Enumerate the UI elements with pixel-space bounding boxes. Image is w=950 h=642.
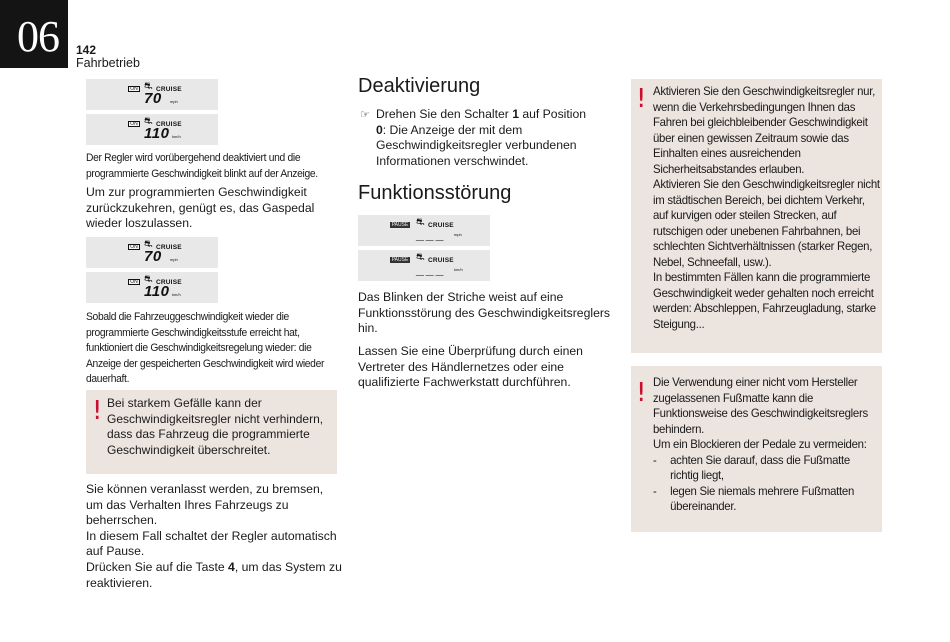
speed-unit: mph: [170, 99, 178, 104]
caption-regulation-resumed: Sobald die Fahrzeuggeschwindigkeit wieder die programmierte Geschwindigkeitsstufe erreicht hat, funktioniert die Geschwindigkeitsregelung wieder: die Anzeige der gespeicherten Geschwindigkeit wird wieder dauerhaft.: [86, 311, 325, 385]
cruise-label: CRUISE: [156, 244, 182, 251]
speed-unit: km/h: [172, 134, 181, 139]
warning-exclamation-icon: !: [636, 84, 647, 114]
car-speed-icon: ⛐: [144, 116, 153, 127]
cruise-display-fault-2: [358, 250, 490, 281]
chapter-number: 06: [17, 12, 59, 61]
on-indicator: ON: [128, 279, 140, 285]
cruise-label: CRUISE: [428, 257, 454, 264]
speed-value: 70: [144, 248, 162, 265]
cruise-display-2: [86, 114, 218, 145]
text-segment: , um das System zu reaktivieren.: [86, 559, 342, 590]
position-number: 0: [376, 122, 383, 137]
switch-number: 1: [512, 107, 519, 121]
list-item: [653, 484, 881, 515]
cruise-label: CRUISE: [156, 86, 182, 93]
speed-value: 110: [144, 125, 170, 142]
dash-bullet: -: [653, 452, 657, 467]
speed-value: 110: [144, 283, 170, 300]
blinking-dashes: ___: [416, 261, 446, 277]
cruise-display-fault-1: [358, 215, 490, 246]
car-speed-icon: ⛐: [144, 239, 153, 250]
warning-text-floor-mat: [653, 375, 881, 515]
cruise-display-3: [86, 237, 218, 268]
warning-text-downhill: Bei starkem Gefälle kann der Geschwindigkeitsregler nicht verhindern, dass das Fahrzeug die programmierte Geschwindigkeit überschreitet.: [107, 396, 324, 457]
speed-value: 70: [144, 90, 162, 107]
chapter-block: [0, 0, 68, 68]
paragraph-blinking-dashes: Das Blinken der Striche weist auf eine Funktionsstörung des Geschwindigkeitsreglers hin.: [358, 290, 610, 336]
paragraph-workshop: Lassen Sie eine Überprüfung durch einen Vertreter des Händlernetzes oder eine qualifizierte Fachwerkstatt durchführen.: [358, 344, 583, 390]
on-indicator: ON: [128, 121, 140, 127]
list-item-text: achten Sie darauf, dass die Fußmatte richtig liegt,: [670, 452, 850, 482]
speed-unit: mph: [170, 257, 178, 262]
list-item-text: legen Sie niemals mehrere Fußmatten übereinander.: [670, 483, 855, 513]
caption-temporary-deactivation: Der Regler wird vorübergehend deaktiviert und die programmierte Geschwindigkeit blinkt auf der Anzeige.: [86, 152, 318, 180]
paragraph-braking-line-b: In diesem Fall schaltet der Regler automatisch auf Pause.: [86, 528, 337, 559]
pause-indicator: PAUSE: [391, 222, 409, 228]
car-speed-icon: ⛐: [416, 217, 425, 228]
cruise-label: CRUISE: [428, 222, 454, 229]
car-speed-icon: ⛐: [144, 274, 153, 285]
warning-box-floor-mat: [631, 366, 882, 532]
car-speed-icon: ⛐: [144, 81, 153, 92]
key-number: 4: [228, 559, 235, 574]
paragraph-braking-line-a: Sie können veranlasst werden, zu bremsen, um das Verhalten Ihres Fahrzeugs zu beherrschen.: [86, 482, 324, 528]
text-segment: auf Position: [518, 107, 587, 121]
list-item: [653, 453, 881, 484]
car-speed-icon: ⛐: [416, 252, 425, 263]
warning-exclamation-icon: !: [92, 396, 103, 426]
deactivation-instruction: [376, 107, 594, 169]
page-number: 142: [76, 43, 97, 57]
warning-mat-intro: Die Verwendung einer nicht vom Hersteller zugelassenen Fußmatte kann die Funktionsweise des Geschwindigkeitsreglers behindern.: [653, 375, 868, 436]
paragraph-braking: [86, 482, 342, 591]
dash-bullet: -: [653, 483, 657, 498]
on-indicator: ON: [128, 86, 140, 92]
cruise-display-4: [86, 272, 218, 303]
warning-mat-line-2: Um ein Blockieren der Pedale zu vermeiden:: [653, 437, 867, 451]
text-segment: Drehen Sie den Schalter: [376, 107, 513, 121]
warning-exclamation-icon: !: [636, 378, 647, 408]
warning-usage-line-3: In bestimmten Fällen kann die programmierte Geschwindigkeit weder gehalten noch erreicht werden: Abschleppen, Fahrzeugladung, starke Steigung...: [653, 270, 876, 331]
cruise-display-1: [86, 79, 218, 110]
cruise-label: CRUISE: [156, 121, 182, 128]
blinking-dashes: ___: [416, 226, 446, 242]
heading-deactivation: Deaktivierung: [358, 75, 481, 97]
pointing-hand-icon: ☞: [360, 109, 370, 121]
warning-box-usage: [631, 79, 882, 353]
warning-text-usage: [653, 84, 881, 332]
warning-box-downhill: [86, 390, 337, 474]
text-segment: Drücken Sie auf die Taste: [86, 559, 229, 574]
text-segment: : Die Anzeige der mit dem Geschwindigkeitsregler verbundenen Informationen verschwindet.: [376, 122, 577, 168]
cruise-label: CRUISE: [156, 279, 182, 286]
on-indicator: ON: [128, 244, 140, 250]
heading-malfunction: Funktionsstörung: [358, 182, 512, 204]
warning-usage-line-1: Aktivieren Sie den Geschwindigkeitsregler nur, wenn die Verkehrsbedingungen Ihnen das Fahren bei gleichbleibender Geschwindigkeit über einen gewissen Zeitraum sowie das Einhalten eines ausreichenden Sicherheitsabstandes erlauben.: [653, 84, 875, 176]
speed-unit: mph: [454, 232, 462, 237]
paragraph-braking-line-c: [86, 560, 342, 591]
pause-indicator: PAUSE: [391, 257, 409, 263]
paragraph-return-speed: Um zur programmierten Geschwindigkeit zurückzukehren, genügt es, das Gaspedal wieder loszulassen.: [86, 185, 315, 231]
speed-unit: km/h: [454, 267, 463, 272]
warning-usage-line-2: Aktivieren Sie den Geschwindigkeitsregler nicht im städtischen Bereich, bei dichtem Verkehr, auf kurvigen oder steilen Strecken, auf rutschigen oder unebenen Fahrbahnen, bei schlechten Sichtverhältnissen (starker Regen, Nebel, Schneefall, usw.).: [653, 177, 880, 269]
speed-unit: km/h: [172, 292, 181, 297]
section-title: Fahrbetrieb: [76, 56, 140, 70]
